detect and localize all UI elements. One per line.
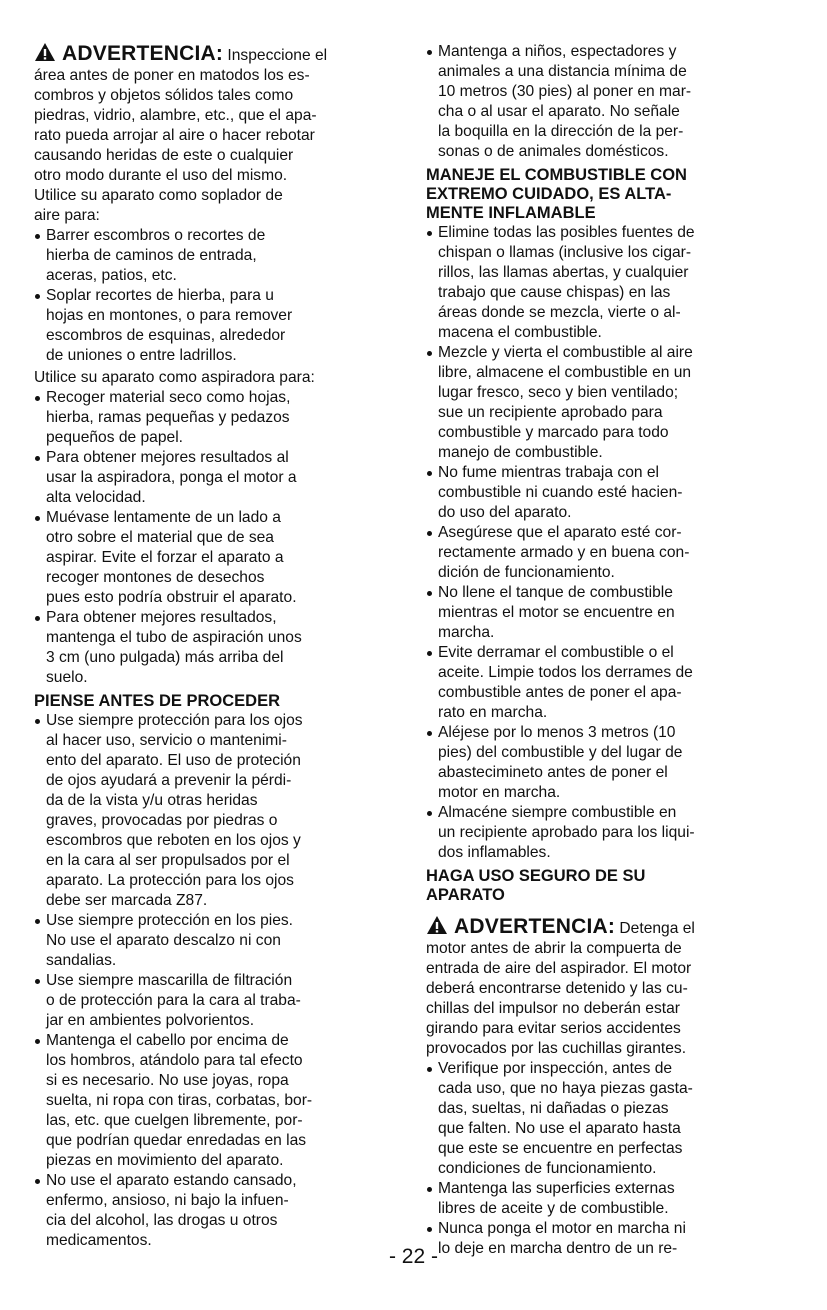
safe-list bbox=[426, 1059, 806, 1259]
section-heading-fuel: MANEJE EL COMBUSTIBLE CON EXTREMO CUIDADO, ES ALTA- MENTE INFLAMABLE bbox=[426, 166, 687, 222]
think-list bbox=[34, 711, 399, 1251]
section-heading-safe: HAGA USO SEGURO DE SU APARATO bbox=[426, 867, 646, 904]
left-column bbox=[34, 42, 399, 1251]
list-item: Nunca ponga el motor en marcha ni lo deje en marcha dentro de un re- bbox=[426, 1219, 806, 1259]
list-item: Muévase lentamente de un lado a otro sobre el material que de sea aspirar. Evite el forzar el aparato a recoger montones de desechos pues esto podría obstruir el aparato. bbox=[34, 508, 399, 608]
warning-label: ADVERTENCIA: bbox=[62, 42, 224, 65]
list-item: Mantenga las superficies externas libres de aceite y de combustible. bbox=[426, 1179, 806, 1219]
warning-paragraph bbox=[34, 42, 399, 186]
page-number: - 22 - bbox=[388, 1245, 438, 1268]
list-item: Recoger material seco como hojas, hierba, ramas pequeñas y pedazos pequeños de papel. bbox=[34, 388, 399, 448]
warning-label: ADVERTENCIA: bbox=[454, 915, 616, 938]
list-item: Para obtener mejores resultados al usar la aspiradora, ponga el motor a alta velocidad. bbox=[34, 448, 399, 508]
warning-text: Detenga el motor antes de abrir la compuerta de entrada de aire del aspirador. El motor deberá encontrarse detenido y las cu- chillas del impulsor no deberán estar girando para evitar serios accidentes provocados por las cuchillas girantes. bbox=[426, 920, 695, 1057]
warning-paragraph bbox=[426, 915, 806, 1059]
list-item: Soplar recortes de hierba, para u hojas en montones, o para remover escombros de esquinas, alrededor de uniones o entre ladrillos. bbox=[34, 286, 399, 366]
list-item: Evite derramar el combustible o el aceite. Limpie todos los derrames de combustible antes de poner el apa- rato en marcha. bbox=[426, 643, 806, 723]
fuel-list bbox=[426, 223, 806, 863]
list-item: Mantenga a niños, espectadores y animales a una distancia mínima de 10 metros (30 pies) al poner en mar- cha o al usar el aparato. No señale la boquilla en la dirección de la per- sonas o de animales domésticos. bbox=[426, 42, 806, 162]
list-item: Mezcle y vierta el combustible al aire libre, almacene el combustible en un lugar fresco, seco y bien ventilado; sue un recipiente aprobado para combustible y marcado para todo manejo de combustible. bbox=[426, 343, 806, 463]
warning-triangle-icon bbox=[34, 42, 56, 62]
list-item: Use siempre protección en los pies. No use el aparato descalzo ni con sandalias. bbox=[34, 911, 399, 971]
blower-intro: Utilice su aparato como soplador de aire para: bbox=[34, 187, 283, 224]
top-list bbox=[426, 42, 806, 162]
warning-text: Inspeccione el área antes de poner en matodos los es- combros y objetos sólidos tales como piedras, vidrio, alambre, etc., que el apa- rato pueda arrojar al aire o hacer rebotar causando heridas de este o cualquier otro modo durante el uso del mismo. bbox=[34, 47, 328, 184]
list-item: Aléjese por lo menos 3 metros (10 pies) del combustible y del lugar de abastecimineto antes de poner el motor en marcha. bbox=[426, 723, 806, 803]
list-item: Asegúrese que el aparato esté cor- rectamente armado y en buena con- dición de funcionamiento. bbox=[426, 523, 806, 583]
list-item: Almacéne siempre combustible en un recipiente aprobado para los liqui- dos inflamables. bbox=[426, 803, 806, 863]
list-item: Barrer escombros o recortes de hierba de caminos de entrada, aceras, patios, etc. bbox=[34, 226, 399, 286]
blower-list bbox=[34, 226, 399, 366]
list-item: Para obtener mejores resultados, mantenga el tubo de aspiración unos 3 cm (uno pulgada) más arriba del suelo. bbox=[34, 608, 399, 688]
section-heading-think: PIENSE ANTES DE PROCEDER bbox=[34, 692, 281, 710]
list-item: No use el aparato estando cansado, enfermo, ansioso, ni bajo la infuen- cia del alcohol, las drogas u otros medicamentos. bbox=[34, 1171, 399, 1251]
list-item: No llene el tanque de combustible mientras el motor se encuentre en marcha. bbox=[426, 583, 806, 643]
list-item: Use siempre protección para los ojos al hacer uso, servicio o mantenimi- ento del aparato. El uso de proteción de ojos ayudará a prevenir la pérdi- da de la vista y/u otras heridas graves, provocadas por piedras o escombros que reboten en los ojos y en la cara al ser propulsados por el aparato. La protección para los ojos debe ser marcada Z87. bbox=[34, 711, 399, 911]
list-item: Use siempre mascarilla de filtración o de protección para la cara al traba- jar en ambientes polvorientos. bbox=[34, 971, 399, 1031]
list-item: Elimine todas las posibles fuentes de chispan o llamas (inclusive los cigar- rillos, las llamas abertas, y cualquier trabajo que cause chispas) en las áreas donde se mezcla, vierte o al- macena el combustible. bbox=[426, 223, 806, 343]
list-item: No fume mientras trabaja con el combustible ni cuando esté hacien- do uso del aparato. bbox=[426, 463, 806, 523]
list-item: Verifique por inspección, antes de cada uso, que no haya piezas gasta- das, sueltas, ni dañadas o piezas que falten. No use el aparato hasta que este se encuentre en perfectas condiciones de funcionamiento. bbox=[426, 1059, 806, 1179]
list-item: Mantenga el cabello por encima de los hombros, atándolo para tal efecto si es necesario. No use joyas, ropa suelta, ni ropa con tiras, corbatas, bor- las, etc. que cuelgen libremente, por- que podrían quedar enredadas en las piezas en movimiento del aparato. bbox=[34, 1031, 399, 1171]
right-column bbox=[426, 42, 806, 1259]
vacuum-intro: Utilice su aparato como aspiradora para: bbox=[34, 369, 315, 386]
warning-triangle-icon bbox=[426, 915, 448, 935]
vacuum-list bbox=[34, 388, 399, 688]
